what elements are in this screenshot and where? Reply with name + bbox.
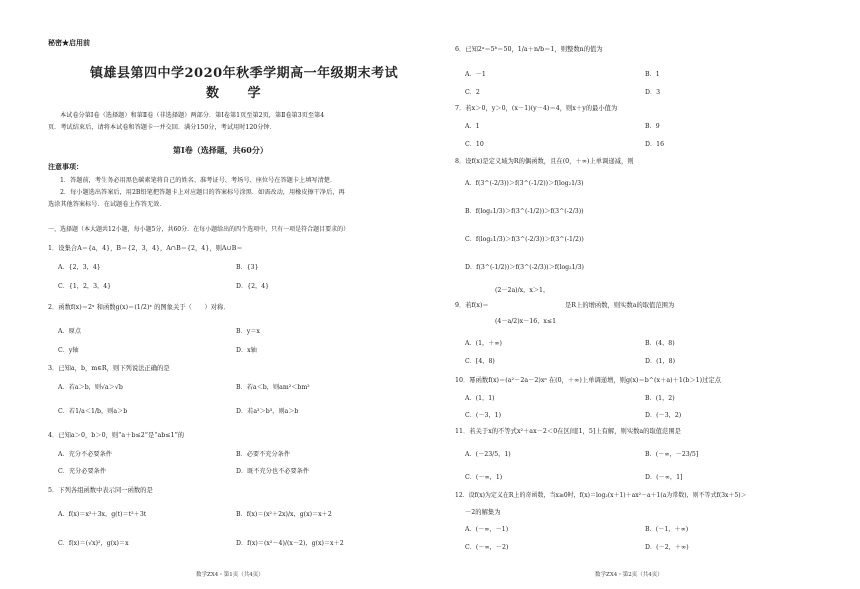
q5-option-b: B．f(x)＝(x²＋2x)/x，g(x)＝x＋2 xyxy=(236,511,332,518)
page-footer-left: 数学ZX4・第1页（共4页） xyxy=(196,572,264,578)
section-1-heading: 一、选择题（本大题共12小题，每小题5分，共60分．在每小题给出的四个选项中，只有一项是符合题目要求的） xyxy=(48,226,350,233)
q6-option-b: B．1 xyxy=(645,71,660,78)
part1-title: 第Ⅰ卷（选择题，共60分） xyxy=(173,145,268,155)
q4-option-a: A．充分不必要条件 xyxy=(58,451,112,458)
notes-title: 注意事项： xyxy=(48,162,83,171)
q8-option-c: C．f(log₂1/3)＞f(3^(-2/3))＞f(3^(-1/2)) xyxy=(465,236,584,243)
question-3: 3．已知a，b，m∈R，则下列说法正确的是 xyxy=(48,365,170,372)
q10-option-d: D．(－3，2) xyxy=(645,412,682,419)
question-1: 1．设集合A＝{a，4}，B＝{2，3，4}，A∩B＝{2，4}，则A∪B＝ xyxy=(48,245,243,252)
q7-option-d: D．16 xyxy=(645,141,665,148)
q1-option-a: A．{2，3，4} xyxy=(58,264,101,271)
q2-option-c: C．y轴 xyxy=(58,347,79,354)
question-8: 8．设f(x)是定义域为R的偶函数，且在(0，＋∞)上单调递减，则 xyxy=(455,158,634,165)
intro-line-1: 本试卷分第Ⅰ卷（选择题）和第Ⅱ卷（非选择题）两部分．第Ⅰ卷第1页至第2页，第Ⅱ卷第3页至第4 xyxy=(60,112,325,119)
right-column xyxy=(455,0,825,589)
question-2: 2．函数f(x)＝2ˣ 和函数g(x)＝(1/2)ˣ 的图象关于（ ）对称． xyxy=(48,304,230,311)
q10-option-a: A．(1，1) xyxy=(465,395,495,402)
q12-option-c: C．(－∞，－2) xyxy=(465,544,509,551)
q2-option-b: B．y＝x xyxy=(236,328,260,335)
q8-option-b: B．f(log₂1/3)＞f(3^(-1/2))＞f(3^(-2/3)) xyxy=(465,208,584,215)
q9-option-d: D．(1，8) xyxy=(645,358,676,365)
subject-title: 数 学 xyxy=(206,86,273,101)
q7-option-c: C．10 xyxy=(465,141,484,148)
q9-option-b: B．(4，8) xyxy=(645,340,675,347)
q12-option-a: A．(－∞，－1) xyxy=(465,526,509,533)
q5-option-d: D．f(x)＝(x²－4)/(x－2)，g(x)＝x＋2 xyxy=(236,540,344,547)
q12-option-b: B．(－1，＋∞) xyxy=(645,526,689,533)
note-1: 1．答题前，考生务必用黑色碳素笔将自己的姓名、准考证号、考场号、座位号在答题卡上填写清楚． xyxy=(60,177,337,184)
q1-option-c: C．{1，2，3，4} xyxy=(58,283,112,290)
question-9-stem: 9．若f(x)＝ xyxy=(455,302,489,309)
note-2a: 2．每小题选出答案后，用2B铅笔把答题卡上对应题目的答案标号涂黑．如需改动，用橡皮擦干净后，再 xyxy=(60,189,345,196)
q4-option-b: B．必要不充分条件 xyxy=(236,451,291,458)
q10-option-b: B．(1，2) xyxy=(645,395,675,402)
question-9-tail: 是R上的增函数，则实数a的取值范围为 xyxy=(565,302,675,309)
q4-option-d: D．既不充分也不必要条件 xyxy=(236,468,310,475)
q2-option-d: D．x轴 xyxy=(236,347,257,354)
question-5: 5．下列各组函数中表示同一函数的是 xyxy=(48,487,153,494)
question-7: 7．若x＞0，y＞0，(x－1)(y－4)＝4，则x＋y的最小值为 xyxy=(455,105,618,112)
q10-option-c: C．(－3，1) xyxy=(465,412,501,419)
question-12-line-2: －2的解集为 xyxy=(465,509,501,516)
intro-line-2: 页．考试结束后，请将本试卷和答题卡一并交回．满分150分，考试用时120分钟． xyxy=(48,124,276,131)
q9-option-c: C．[4，8) xyxy=(465,358,495,365)
q4-option-c: C．充分必要条件 xyxy=(58,468,107,475)
q3-option-a: A．若a＞b，则√a＞√b xyxy=(58,384,123,391)
q5-option-a: A．f(x)＝x²＋3x，g(t)＝t²＋3t xyxy=(58,511,147,518)
q5-option-c: C．f(x)＝(√x)²，g(x)＝x xyxy=(58,540,129,547)
q9-piece-1: (2－2a)/x，x＞1， xyxy=(495,287,550,294)
q8-option-d: D．f(3^(-1/2))＞f(3^(-2/3))＞f(log₂1/3) xyxy=(465,264,584,271)
question-6: 6．已知2ᵃ＝5ᵇ＝50，1/a＋n/b＝1，则整数n的值为 xyxy=(455,46,603,53)
left-column xyxy=(48,0,413,589)
note-2b: 选涂其他答案标号．在试题卷上作答无效． xyxy=(48,201,166,208)
page-footer-right: 数学ZX4・第2页（共4页） xyxy=(595,572,663,578)
q11-option-b: B．(－∞，－23/5] xyxy=(645,451,699,458)
q11-option-c: C．(－∞，1) xyxy=(465,474,503,481)
q2-option-a: A．原点 xyxy=(58,328,82,335)
q6-option-c: C．2 xyxy=(465,89,480,96)
q9-piece-2: (4－a/2)x－16，x≤1 xyxy=(495,318,557,325)
q12-option-d: D．(－2，＋∞) xyxy=(645,544,689,551)
q1-option-d: D．{2，4} xyxy=(236,283,270,290)
question-4: 4．已知a＞0，b＞0，则“a＋b≤2”是“ab≤1”的 xyxy=(48,432,185,439)
exam-title: 镇雄县第四中学2020年秋季学期高一年级期末考试 xyxy=(90,66,399,81)
q3-option-c: C．若1/a＜1/b，则a＞b xyxy=(58,408,128,415)
question-10: 10．幂函数f(x)＝(a²－2a－2)xᵃ 在(0，＋∞)上单调递增，则g(x)＝b^(x＋a)＋1(b＞1)过定点 xyxy=(455,377,722,384)
q6-option-d: D．3 xyxy=(645,89,661,96)
q11-option-a: A．(－23/5，1) xyxy=(465,451,511,458)
q8-option-a: A．f(3^(-2/3))＞f(3^(-1/2))＞f(log₂1/3) xyxy=(465,180,584,187)
q9-option-a: A．(1，＋∞) xyxy=(465,340,502,347)
q1-option-b: B．{3} xyxy=(236,264,259,271)
q3-option-b: B．若a＜b，则am²＜bm² xyxy=(236,384,310,391)
q3-option-d: D．若a³＞b³，则a＞b xyxy=(236,408,299,415)
q7-option-b: B．9 xyxy=(645,123,660,130)
q6-option-a: A．－1 xyxy=(465,71,486,78)
question-11: 11．若关于x的不等式x²＋ax－2＜0在区间[1，5]上有解，则实数a的取值范围是 xyxy=(455,428,681,435)
question-12-line-1: 12．设f(x)为定义在R上的奇函数，当x≥0时，f(x)＝log₂(x＋1)＋ax²－a＋1(a为常数)，则不等式f(3x＋5)＞ xyxy=(455,492,747,499)
secret-label: 秘密★启用前 xyxy=(48,38,90,47)
q11-option-d: D．(－∞，1] xyxy=(645,474,683,481)
q7-option-a: A．1 xyxy=(465,123,480,130)
